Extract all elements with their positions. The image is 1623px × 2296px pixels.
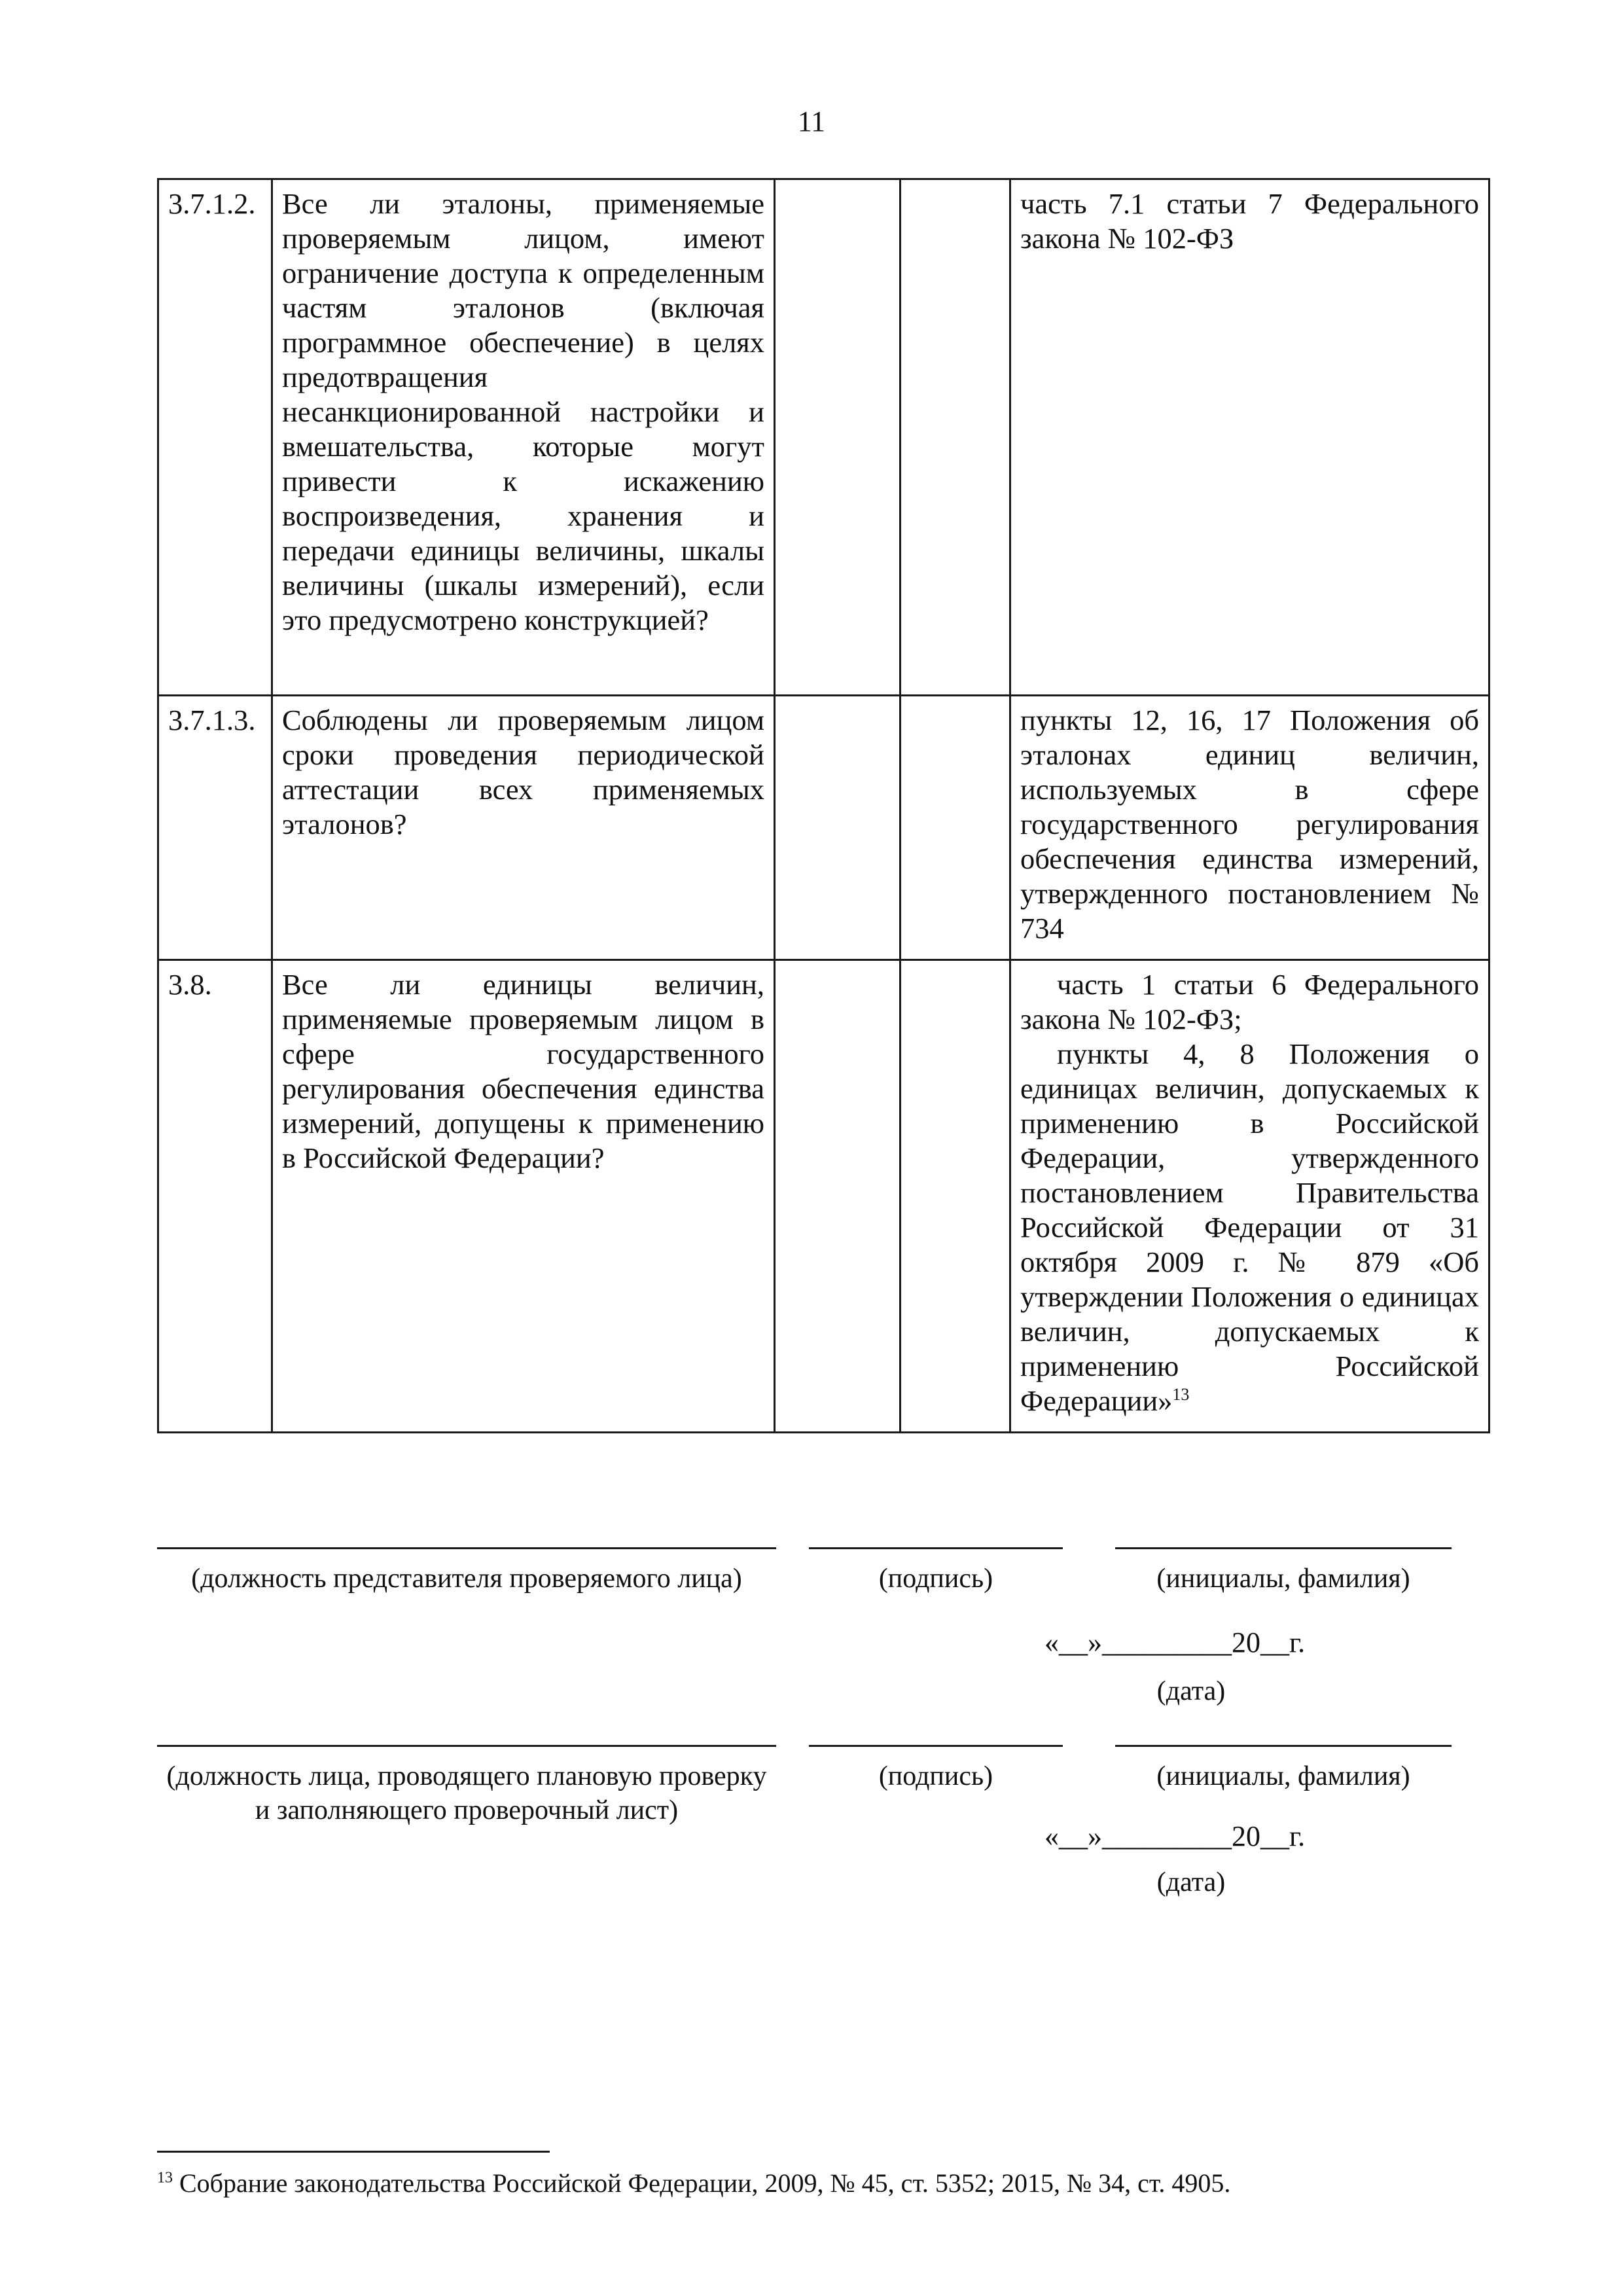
answer-cell-yes [775,696,901,960]
position-caption: (должность лица, проводящего плановую проверку и заполняющего проверочный лист) [166,1761,767,1825]
name-caption: (инициалы, фамилия) [1156,1564,1410,1594]
name-caption: (инициалы, фамилия) [1156,1761,1410,1791]
row-number: 3.8. [158,960,272,1433]
footnote-mark: 13 [1172,1385,1190,1405]
row-number: 3.7.1.3. [158,696,272,960]
requirement-question: Все ли эталоны, применяемые проверяемым лицом, имеют ограничение доступа к определенным частям эталонов (включая программное обеспечение) в целях предотвращения несанкционированной настройки и вмешательства, которые могут привести к искажению воспроизведения, хранения и передачи единицы величины, шкалы величины (шкалы измерений), если это предусмотрено конструкцией? [272,179,775,696]
table-row [158,179,1489,696]
requirement-question: Соблюдены ли проверяемым лицом сроки проведения периодической аттестации всех применяемых эталонов? [272,696,775,960]
answer-cell-no [901,960,1010,1433]
legal-reference [1010,960,1489,1433]
legal-reference-text-2 [1020,1037,1479,1418]
date-caption: (дата) [1156,1676,1226,1706]
page-number: 11 [797,105,826,137]
footnote-text: Собрание законодательства Российской Федерации, 2009, № 45, ст. 5352; 2015, № 34, ст. 4905. [179,2168,1231,2198]
legal-reference-body: пункты 4, 8 Положения о единицах величин, допускаемых к применению в Российской Федерации, утвержденного постановлением Правительства Российской Федерации от 31 октября 2009 г. № 879 «Об утверждении Положения о единицах величин, допускаемых к применению Российской Федерации» [1020,1037,1479,1417]
signature-field[interactable] [809,1745,1063,1747]
date-caption: (дата) [1156,1867,1226,1897]
signature-caption: (подпись) [878,1564,993,1594]
answer-cell-no [901,696,1010,960]
requirement-question: Все ли единицы величин, применяемые проверяемым лицом в сфере государственного регулирования обеспечения единства измерений, допущены к применению в Российской Федерации? [272,960,775,1433]
row-number: 3.7.1.2. [158,179,272,696]
table-row [158,960,1489,1433]
legal-reference-text: пункты 12, 16, 17 Положения об эталонах единиц величин, используемых в сфере государственного регулирования обеспечения единства измерений, утвержденного постановлением № 734 [1020,704,1479,944]
footnote-separator [157,2151,550,2153]
date-field[interactable]: «__»_________20__г. [1044,1626,1306,1659]
name-field[interactable] [1115,1547,1452,1549]
legal-reference-text: часть 1 статьи 6 Федерального закона № 102-ФЗ; [1020,968,1479,1035]
position-caption: (должность представителя проверяемого лица) [191,1564,742,1594]
answer-cell-yes [775,960,901,1433]
date-field[interactable]: «__»_________20__г. [1044,1820,1306,1852]
position-field[interactable] [157,1745,776,1747]
signature-field[interactable] [809,1547,1063,1549]
legal-reference [1010,179,1489,696]
legal-reference-text: часть 7.1 статьи 7 Федерального закона № 102-ФЗ [1020,187,1479,255]
signature-caption: (подпись) [878,1761,993,1791]
footnote-number: 13 [157,2169,173,2187]
name-field[interactable] [1115,1745,1452,1747]
footnote [157,2168,1230,2199]
table-row [158,696,1489,960]
position-field[interactable] [157,1547,776,1549]
answer-cell-no [901,179,1010,696]
answer-cell-yes [775,179,901,696]
legal-reference [1010,696,1489,960]
checklist-table [157,178,1490,1433]
